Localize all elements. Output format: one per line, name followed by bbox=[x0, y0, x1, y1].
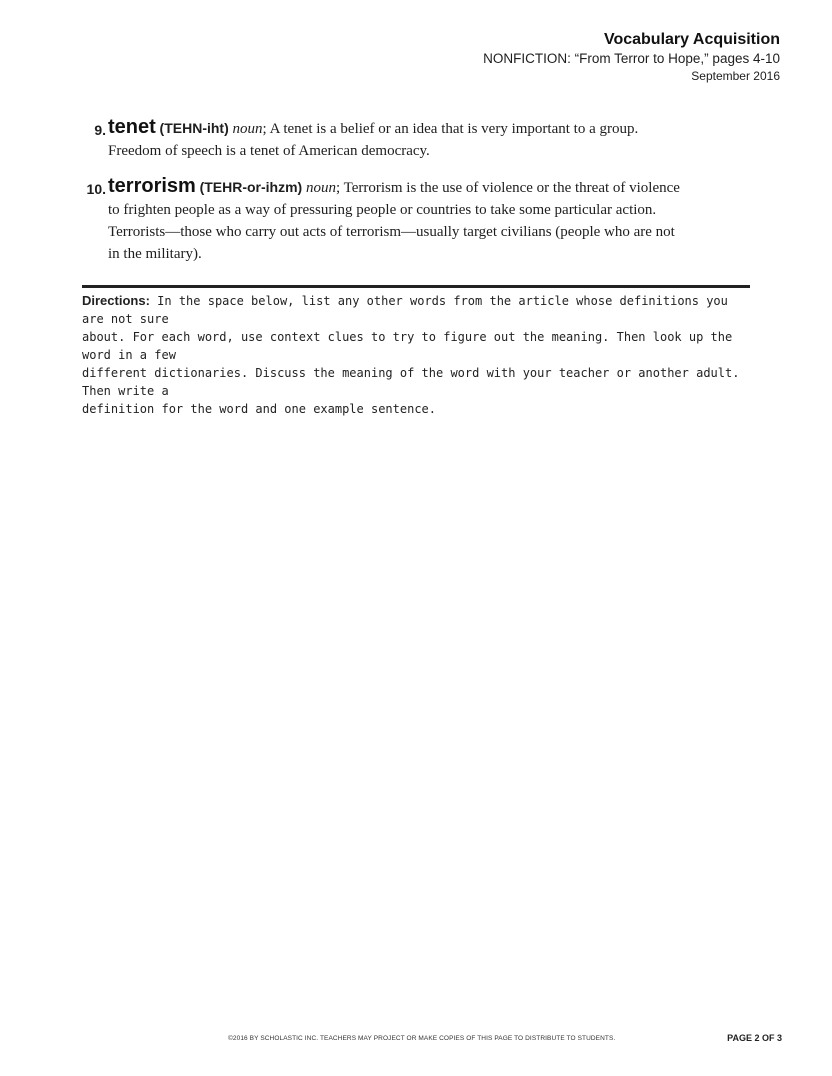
article-reference: NONFICTION: “From Terror to Hope,” pages 4-10 bbox=[483, 51, 780, 66]
definition-line: to frighten people as a way of pressuring people or countries to take some particular action. bbox=[108, 202, 657, 218]
section-divider bbox=[82, 285, 750, 288]
vocab-entry-tenet bbox=[82, 116, 754, 162]
part-of-speech: noun bbox=[232, 121, 263, 137]
definition-text: ; Terrorism is the use of violence or the threat of violence bbox=[335, 180, 680, 196]
pronunciation: (TEHN-iht) bbox=[159, 120, 229, 136]
directions-line: definition for the word and one example sentence. bbox=[82, 402, 437, 416]
copyright-notice: ©2016 BY SCHOLASTIC INC. TEACHERS MAY PROJECT OR MAKE COPIES OF THIS PAGE TO DISTRIBUTE TO STUDENTS. bbox=[228, 1035, 616, 1042]
part-of-speech: noun bbox=[305, 180, 336, 196]
directions-line: about. For each word, use context clues to try to figure out the meaning. Then look up the word in a few bbox=[82, 330, 733, 362]
worksheet-title: Vocabulary Acquisition bbox=[603, 31, 780, 48]
vocab-word: terrorism bbox=[108, 175, 196, 197]
vocab-entry-terrorism bbox=[82, 175, 754, 265]
definition-text: ; A tenet is a belief or an idea that is very important to a group. bbox=[262, 121, 639, 137]
directions-line: In the space below, list any other words from the article whose definitions you are not sure bbox=[82, 294, 728, 326]
definition-line: Terrorists—those who carry out acts of terrorism—usually target civilians (people who are not bbox=[108, 224, 675, 240]
entry-number: 10. bbox=[86, 181, 106, 197]
pronunciation: (TEHR-or-ihzm) bbox=[199, 179, 303, 195]
issue-date: September 2016 bbox=[691, 69, 780, 83]
page-header bbox=[483, 30, 780, 85]
directions-block bbox=[82, 292, 742, 418]
directions-line: different dictionaries. Discuss the meaning of the word with your teacher or another adult. Then write a bbox=[82, 366, 740, 398]
entry-number: 9. bbox=[94, 122, 106, 138]
definition-line: Freedom of speech is a tenet of American democracy. bbox=[108, 143, 430, 159]
vocab-word: tenet bbox=[108, 116, 156, 138]
definition-line: in the military). bbox=[108, 246, 202, 262]
directions-label: Directions: bbox=[82, 293, 150, 308]
page-number: PAGE 2 OF 3 bbox=[727, 1033, 782, 1043]
